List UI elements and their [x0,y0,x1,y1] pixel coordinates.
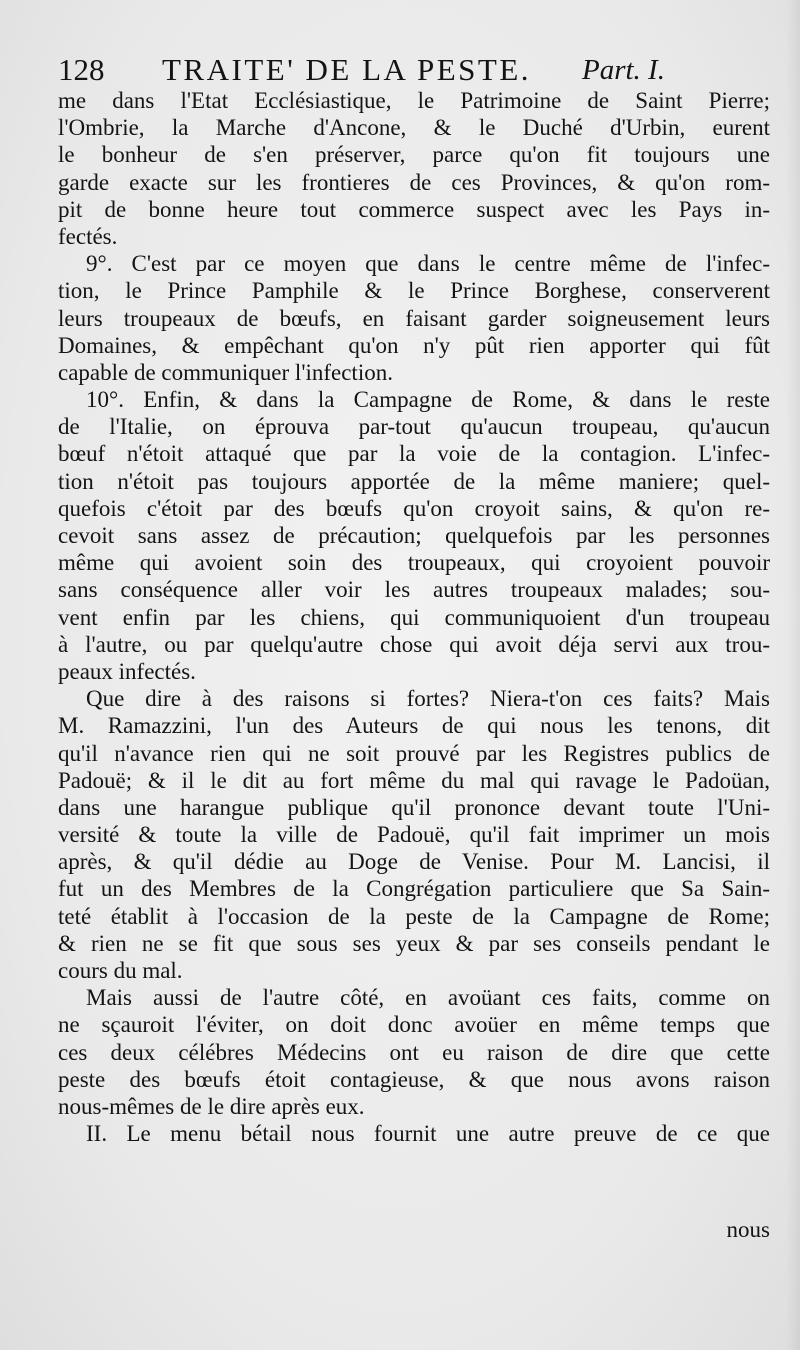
text-line: peste des bœufs étoit contagieuse, & que nous avons raison [58,1066,770,1092]
text-line: l'Ombrie, la Marche d'Ancone, & le Duché d'Urbin, eurent [58,115,770,141]
paragraph-start: 9°. C'est par ce moyen que dans le centre même de l'infec- [86,251,770,277]
text-line: ces deux célébres Médecins ont eu raison de dire que cette [58,1039,770,1065]
text-line: garde exacte sur les frontieres de ces Provinces, & qu'on rom- [58,169,770,195]
text-line: nous-mêmes de le dire après eux. [58,1093,365,1119]
running-title: TRAITE' DE LA PESTE. [162,52,532,87]
paragraph-start: 10°. Enfin, & dans la Campagne de Rome, & dans le reste [86,387,770,413]
text-line: dans une harangue publique qu'il prononce devant toute l'Uni- [58,794,770,820]
text-line: tion, le Prince Pamphile & le Prince Borghese, conserverent [58,278,770,304]
text-line: sans conséquence aller voir les autres troupeaux malades; sou- [58,577,770,603]
page-edge-shadow [786,0,800,1350]
text-line: cevoit sans assez de précaution; quelquefois par les personnes [58,523,770,548]
text-line: Padouë; & il le dit au fort même du mal qui ravage le Padoüan, [58,767,770,793]
text-line: après, & qu'il dédie au Doge de Venise. Pour M. Lancisi, il [58,849,770,875]
text-line: le bonheur de s'en préserver, parce qu'on fit toujours une [58,142,770,168]
text-line: même qui avoient soin des troupeaux, qui croyoient pouvoir [58,550,770,576]
text-line: pit de bonne heure tout commerce suspect avec les Pays in- [58,196,770,222]
page-number: 128 [58,52,105,87]
text-line: vent enfin par les chiens, qui communiquoient d'un troupeau [58,604,770,630]
text-line: teté établit à l'occasion de la peste de la Campagne de Rome; [58,903,770,929]
running-header [58,52,758,88]
text-line: de l'Italie, on éprouva par-tout qu'aucun troupeau, qu'aucun [58,414,770,440]
paragraph-start: Mais aussi de l'autre côté, en avoüant ces faits, comme on [86,985,770,1011]
paragraph-start: II. Le menu bétail nous fournit une autre preuve de ce que [86,1121,770,1147]
text-line: versité & toute la ville de Padouë, qu'il fait imprimer un mois [58,822,770,848]
text-line: & rien ne se fit que sous ses yeux & par ses conseils pendant le [58,930,770,956]
text-line: cours du mal. [58,958,183,983]
text-line: ne sçauroit l'éviter, on doit donc avoüer en même temps que [58,1012,770,1038]
text-line: fectés. [58,223,118,249]
paragraph-start: Que dire à des raisons si fortes? Niera-t'on ces faits? Mais [86,686,770,712]
text-line: qu'il n'avance rien qui ne soit prouvé par les Registres publics de [58,740,770,766]
text-line: M. Ramazzini, l'un des Auteurs de qui nous les tenons, dit [58,713,770,739]
text-line: me dans l'Etat Ecclésiastique, le Patrimoine de Saint Pierre; [58,88,770,113]
text-line: tion n'étoit pas toujours apportée de la même maniere; quel- [58,468,770,494]
text-line: bœuf n'étoit attaqué que par la voie de la contagion. L'infec- [58,441,770,467]
text-line: à l'autre, ou par quelqu'autre chose qui avoit déja servi aux trou- [58,631,770,657]
body-text [58,87,770,1147]
text-line: peaux infectés. [58,658,196,684]
text-line: fut un des Membres de la Congrégation particuliere que Sa Sain- [58,876,770,902]
catchword: nous [726,1217,770,1242]
text-line: leurs troupeaux de bœufs, en faisant garder soigneusement leurs [58,305,770,331]
part-label: Part. I. [582,54,665,86]
text-line: capable de communiquer l'infection. [58,359,393,385]
text-line: quefois c'étoit par des bœufs qu'on croyoit sains, & qu'on re- [58,495,770,521]
text-line: Domaines, & empêchant qu'on n'y pût rien apporter qui fût [58,332,770,358]
